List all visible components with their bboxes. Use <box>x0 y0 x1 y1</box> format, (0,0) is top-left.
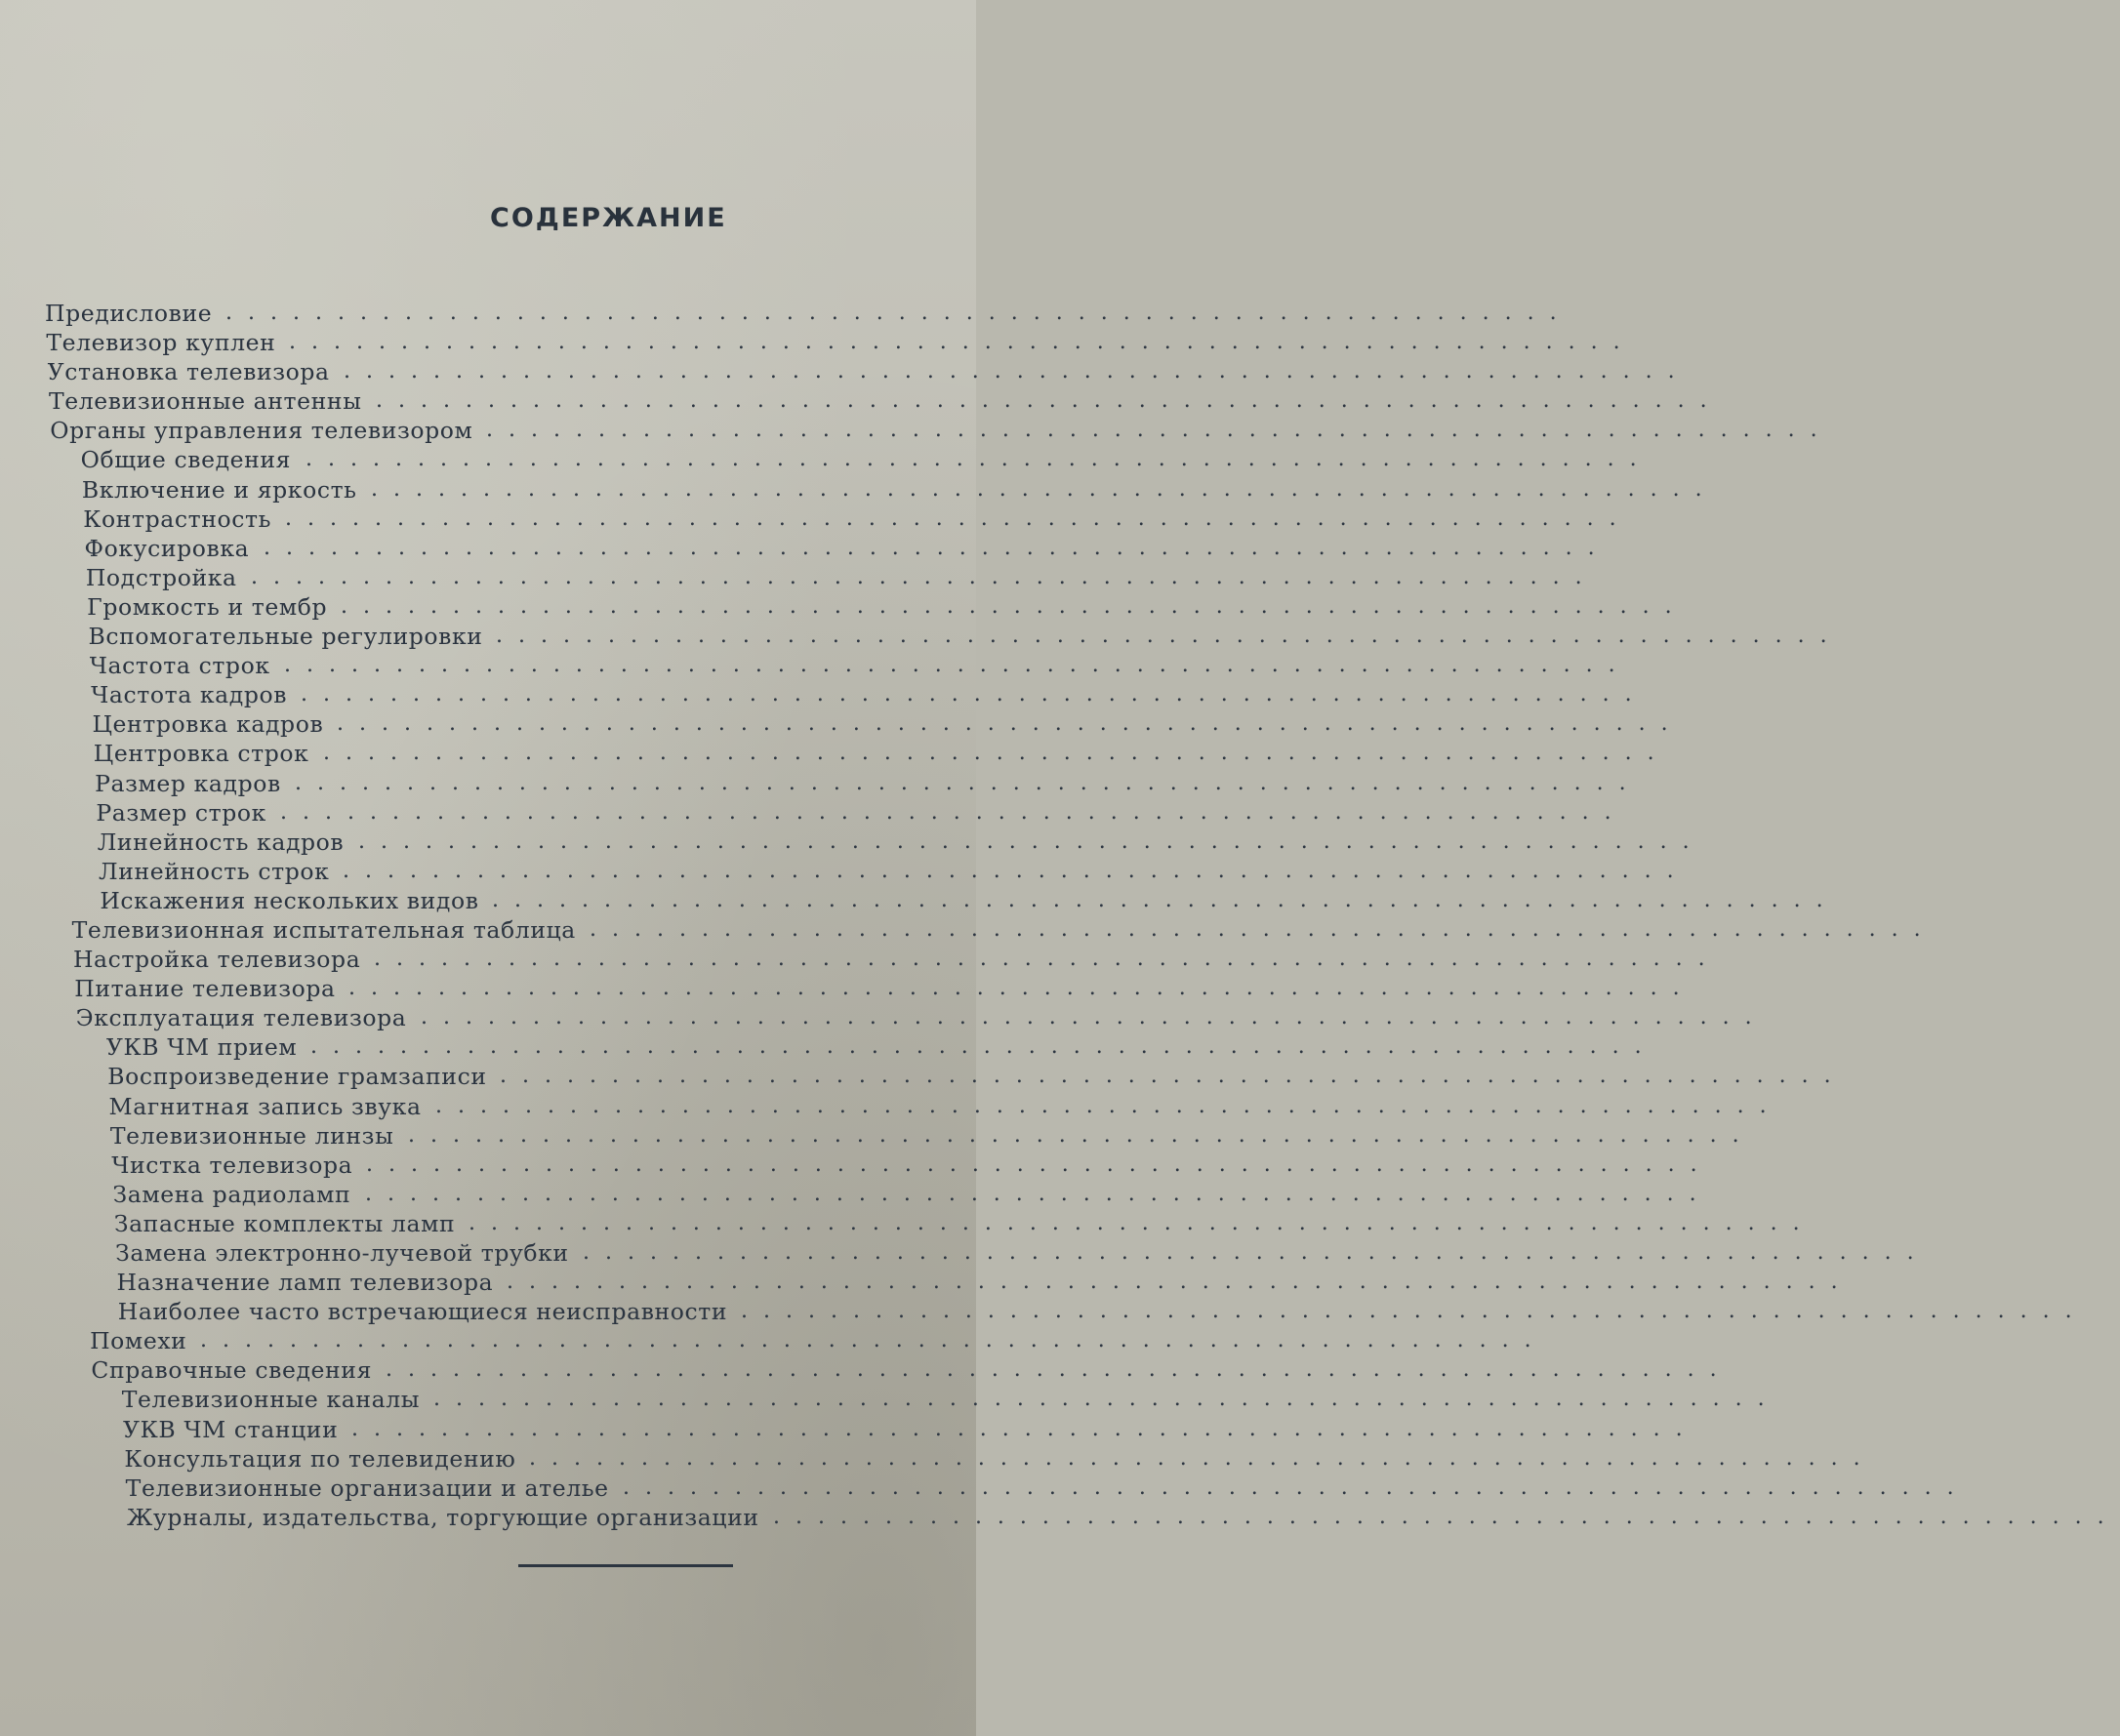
toc-entry <box>0 739 1670 768</box>
toc-dot-leader: ............................................................ <box>365 1181 1712 1206</box>
toc-dot-leader: ............................................................ <box>507 1270 1854 1295</box>
toc-entry <box>0 1385 1780 1414</box>
toc-dot-leader: ............................................................ <box>486 418 1833 443</box>
toc-entry <box>0 974 1695 1003</box>
toc-entry-label: Центровка строк <box>93 740 309 768</box>
toc-dot-leader: ............................................................ <box>773 1504 2120 1529</box>
toc-dot-leader: ............................................................ <box>435 1093 1782 1118</box>
toc-dot-leader: ............................................................ <box>285 505 1632 531</box>
toc-entry-label: Воспроизведение грамзаписи <box>107 1063 487 1091</box>
toc-entry-label: Телевизионные организации и ателье <box>125 1474 609 1502</box>
toc-entry <box>0 1503 2120 1532</box>
toc-entry <box>0 1092 1782 1121</box>
toc-entry-label: Подстройка <box>85 563 237 591</box>
toc-entry-label: Замена электронно-лучевой трубки <box>115 1239 569 1267</box>
toc-dot-leader: ............................................................ <box>348 976 1695 1001</box>
toc-entry-label: Включение и яркость <box>81 475 357 504</box>
toc-dot-leader: ............................................................ <box>741 1299 2088 1324</box>
toc-dot-leader: ............................................................ <box>408 1122 1755 1148</box>
toc-entry <box>0 592 1688 622</box>
toc-entry-label: Справочные сведения <box>91 1356 372 1385</box>
toc-dot-leader: ............................................................ <box>225 301 1572 325</box>
toc-dot-leader: ............................................................ <box>500 1064 1847 1089</box>
toc-entry-label: Размер кадров <box>95 769 281 797</box>
toc-entry-label: Наиболее часто встречающиеся неисправности <box>117 1298 728 1326</box>
toc-entry <box>0 915 1937 945</box>
toc-entry <box>0 798 1627 828</box>
toc-entry-label: Частота кадров <box>91 681 288 709</box>
toc-entry <box>0 622 1843 651</box>
toc-entry <box>0 1151 1713 1180</box>
toc-entry-label: УКВ ЧМ прием <box>105 1033 298 1062</box>
toc-entry-label: Магнитная запись звука <box>108 1092 422 1120</box>
toc-dot-leader: ............................................................ <box>583 1240 1930 1265</box>
toc-entry <box>0 357 1691 386</box>
toc-entry-label: Телевизор куплен <box>46 329 276 357</box>
toc-entry-label: Общие сведения <box>80 446 292 474</box>
table-of-contents <box>0 299 2120 1532</box>
toc-entry-label: Эксплуатация телевизора <box>75 1004 407 1032</box>
toc-dot-leader: ............................................................ <box>343 858 1690 883</box>
toc-entry <box>0 299 1572 328</box>
toc-dot-leader: ............................................................ <box>421 1005 1768 1030</box>
toc-entry-label: Линейность кадров <box>97 828 345 856</box>
toc-entry <box>0 1474 1970 1503</box>
toc-entry <box>0 1297 2088 1326</box>
toc-entry-label: Частота строк <box>89 652 270 680</box>
toc-entry <box>0 1415 1698 1444</box>
toc-entry <box>0 475 1718 505</box>
toc-dot-leader: ............................................................ <box>433 1387 1780 1412</box>
toc-entry-label: Установка телевизора <box>47 358 330 386</box>
toc-entry-label: Искажения нескольких видов <box>100 886 479 914</box>
toc-entry-label: Вспомогательные регулировки <box>88 623 483 651</box>
toc-dot-leader: ............................................................ <box>496 624 1843 649</box>
toc-dot-leader: ............................................................ <box>366 1151 1713 1177</box>
toc-entry <box>0 1355 1733 1385</box>
toc-entry <box>0 563 1598 592</box>
toc-dot-leader: ............................................................ <box>351 1416 1698 1441</box>
toc-entry <box>0 1003 1768 1032</box>
toc-dot-leader: ............................................................ <box>374 947 1721 972</box>
toc-dot-leader: ............................................................ <box>289 330 1636 355</box>
toc-entry <box>0 769 1642 798</box>
toc-entry-label: Замена радиоламп <box>112 1180 351 1208</box>
toc-entry-label: Настройка телевизора <box>72 946 361 974</box>
toc-entry <box>0 1238 1930 1268</box>
toc-entry-label: Помехи <box>90 1327 187 1355</box>
toc-entry-label: Размер строк <box>96 798 266 827</box>
toc-dot-leader: ............................................................ <box>344 359 1691 384</box>
toc-dot-leader: ............................................................ <box>337 711 1684 737</box>
toc-dot-leader: ............................................................ <box>623 1474 1970 1500</box>
toc-entry <box>0 651 1631 680</box>
toc-entry <box>0 328 1636 357</box>
toc-entry <box>0 828 1705 857</box>
toc-dot-leader: ............................................................ <box>492 887 1839 912</box>
toc-entry <box>0 680 1648 709</box>
toc-entry-label: Предисловие <box>45 300 213 327</box>
toc-entry-label: Телевизионные каналы <box>121 1386 421 1414</box>
toc-dot-leader: ............................................................ <box>200 1328 1547 1353</box>
toc-entry-label: Журналы, издательства, торгующие организации <box>127 1503 759 1531</box>
toc-entry <box>0 886 1839 915</box>
toc-entry <box>0 857 1690 886</box>
toc-entry <box>0 1444 1876 1474</box>
toc-entry <box>0 1180 1712 1209</box>
contents-heading: СОДЕРЖАНИЕ <box>490 203 727 233</box>
toc-entry-label: Запасные комплекты ламп <box>113 1209 456 1237</box>
toc-entry <box>0 945 1721 974</box>
toc-dot-leader: ............................................................ <box>301 682 1648 707</box>
toc-entry <box>0 1326 1547 1355</box>
toc-entry-label: Питание телевизора <box>74 975 336 1003</box>
toc-dot-leader: ............................................................ <box>264 535 1610 560</box>
toc-dot-leader: ............................................................ <box>529 1445 1876 1471</box>
toc-entry-label: Телевизионная испытательная таблица <box>71 915 576 944</box>
toc-entry-label: Консультация по телевидению <box>124 1444 516 1473</box>
toc-entry <box>0 534 1610 563</box>
toc-dot-leader: ............................................................ <box>323 741 1670 766</box>
toc-dot-leader: ............................................................ <box>284 653 1631 678</box>
toc-entry <box>0 1062 1847 1091</box>
toc-entry-label: Чистка телевизора <box>111 1151 353 1179</box>
toc-entry-label: Фокусировка <box>84 534 250 562</box>
toc-entry <box>0 386 1723 416</box>
toc-entry-label: Линейность строк <box>99 857 330 885</box>
toc-dot-leader: ............................................................ <box>341 593 1688 619</box>
toc-dot-leader: ............................................................ <box>358 828 1705 854</box>
toc-entry <box>0 416 1833 445</box>
toc-entry-label: УКВ ЧМ станции <box>123 1415 339 1443</box>
toc-dot-leader: ............................................................ <box>386 1357 1733 1383</box>
toc-dot-leader: ............................................................ <box>310 1034 1657 1060</box>
toc-dot-leader: ............................................................ <box>251 564 1598 589</box>
toc-dot-leader: ............................................................ <box>306 447 1652 472</box>
toc-entry-label: Назначение ламп телевизора <box>116 1269 494 1297</box>
toc-entry <box>0 445 1652 474</box>
toc-dot-leader: ............................................................ <box>280 799 1627 825</box>
toc-dot-leader: ............................................................ <box>469 1210 1815 1235</box>
toc-entry <box>0 709 1684 739</box>
toc-dot-leader: ............................................................ <box>371 476 1718 502</box>
toc-dot-leader: ............................................................ <box>376 388 1723 414</box>
toc-entry <box>0 1268 1854 1297</box>
closing-rule <box>518 1564 733 1567</box>
toc-entry <box>0 1209 1815 1238</box>
toc-entry <box>0 1121 1755 1151</box>
toc-entry-label: Громкость и тембр <box>87 592 328 621</box>
toc-dot-leader: ............................................................ <box>295 770 1642 795</box>
toc-entry-label: Телевизионные линзы <box>109 1121 394 1150</box>
toc-entry-label: Центровка кадров <box>92 710 324 739</box>
toc-entry <box>0 505 1632 534</box>
toc-entry-label: Органы управления телевизором <box>50 417 473 445</box>
toc-entry-label: Контрастность <box>83 505 272 533</box>
toc-entry <box>0 1032 1657 1062</box>
toc-dot-leader: ............................................................ <box>590 916 1937 942</box>
toc-entry-label: Телевизионные антенны <box>48 387 362 416</box>
